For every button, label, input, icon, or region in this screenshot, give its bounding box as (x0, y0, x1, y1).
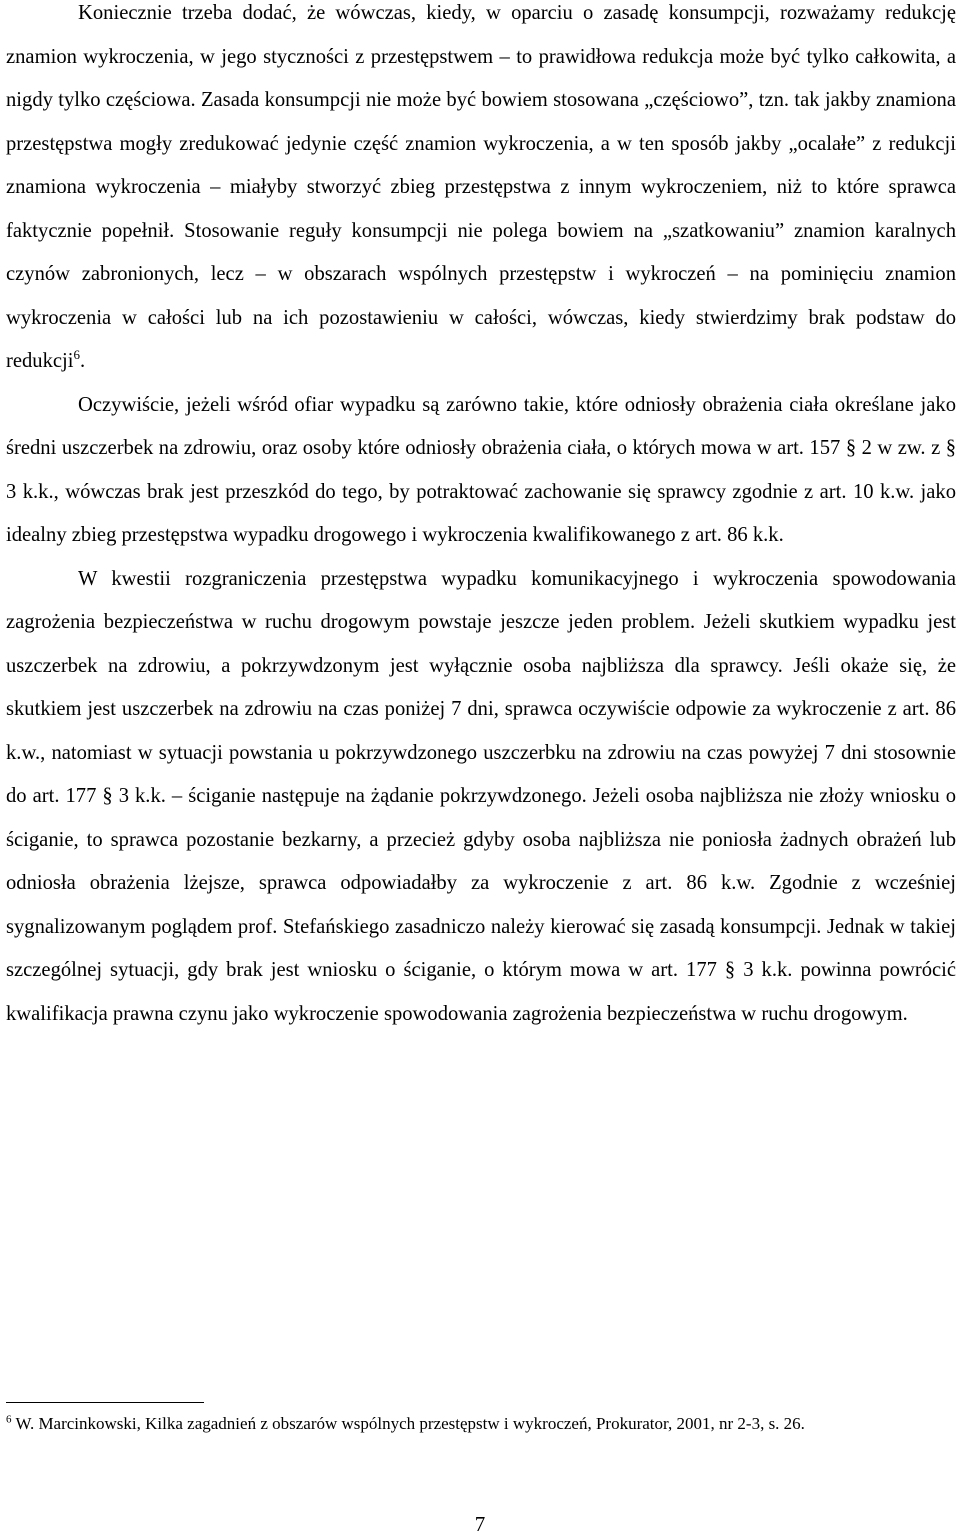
page-number: 7 (474, 1512, 486, 1536)
paragraph-1-end: . (79, 350, 86, 372)
footnote-number: 6 (6, 1413, 12, 1426)
paragraph-2: Oczywiście, jeżeli wśród ofiar wypadku są zarówno takie, które odniosły obrażenia ciała określane jako średni uszczerbek na zdrowiu, oraz osoby które odniosły obrażenia ciała, o których mowa w art. 157 § 2 w zw. z § 3 k.k., wówczas brak jest przeszkód do tego, by potraktować zachowanie się sprawcy zgodnie z art. 10 k.w. jako idealny zbieg przestępstwa wypadku drogowego i wykroczenia kwalifikowanego z art. 86 k.k. (6, 393, 956, 546)
paragraph-3: W kwestii rozgraniczenia przestępstwa wypadku komunikacyjnego i wykroczenia spowodowania zagrożenia bezpieczeństwa w ruchu drogowym powstaje jeszcze jeden problem. Jeżeli skutkiem wypadku jest uszczerbek na zdrowiu, a pokrzywdzonym jest wyłącznie osoba najbliższa dla sprawcy. Jeśli okaże się, że skutkiem jest uszczerbek na zdrowiu na czas poniżej 7 dni, sprawca oczywiście odpowie za wykroczenie z art. 86 k.w., natomiast w sytuacji powstania u pokrzywdzonego uszczerbku na zdrowiu na czas powyżej 7 dni stosownie do art. 177 § 3 k.k. – ściganie następuje na żądanie pokrzywdzonego. Jeżeli osoba najbliższa nie złoży wniosku o ściganie, to sprawca pozostanie bezkarny, a przecież gdyby osoba najbliższa nie poniosła żadnych obrażeń lub odniosła obrażenia lżejsze, sprawca odpowiadałby za wykroczenie z art. 86 k.w. Zgodnie z wcześniej sygnalizowanym poglądem prof. Stefańskiego zasadniczo należy kierować się zasadą konsumpcji. Jednak w takiej szczególnej sytuacji, gdy brak jest wniosku o ściganie, o którym mowa w art. 177 § 3 k.k. powinna powrócić kwalifikacja prawna czynu jako wykroczenie spowodowania zagrożenia bezpieczeństwa w ruchu drogowym. (6, 567, 956, 1025)
footnote (6, 1413, 956, 1435)
footnote-text: W. Marcinkowski, Kilka zagadnień z obszarów wspólnych przestępstw i wykroczeń, Prokurator, 2001, nr 2-3, s. 26. (15, 1414, 805, 1433)
body-text (6, 0, 956, 1036)
footnote-reference: 6 (73, 347, 80, 363)
paragraph-1-text: Koniecznie trzeba dodać, że wówczas, kiedy, w oparciu o zasadę konsumpcji, rozważamy redukcję znamion wykroczenia, w jego styczności z przestępstwem – to prawidłowa redukcja może być tylko całkowita, a nigdy tylko częściowa. Zasada konsumpcji nie może być bowiem stosowana „częściowo”, tzn. tak jakby znamiona przestępstwa mogły zredukować jedynie część znamion wykroczenia, a w ten sposób jakby „ocalałe” z redukcji znamiona wykroczenia – miałyby stworzyć zbieg przestępstwa z innym wykroczeniem, niż to które sprawca faktycznie popełnił. Stosowanie reguły konsumpcji nie polega bowiem na „szatkowaniu” znamion karalnych czynów zabronionych, lecz – w obszarach wspólnych przestępstw i wykroczeń – na pominięciu znamion wykroczenia w całości lub na ich pozostawieniu w całości, wówczas, kiedy stwierdzimy brak podstaw do redukcji (6, 2, 956, 372)
footnote-separator (6, 1402, 204, 1403)
paragraph-1 (6, 0, 956, 384)
